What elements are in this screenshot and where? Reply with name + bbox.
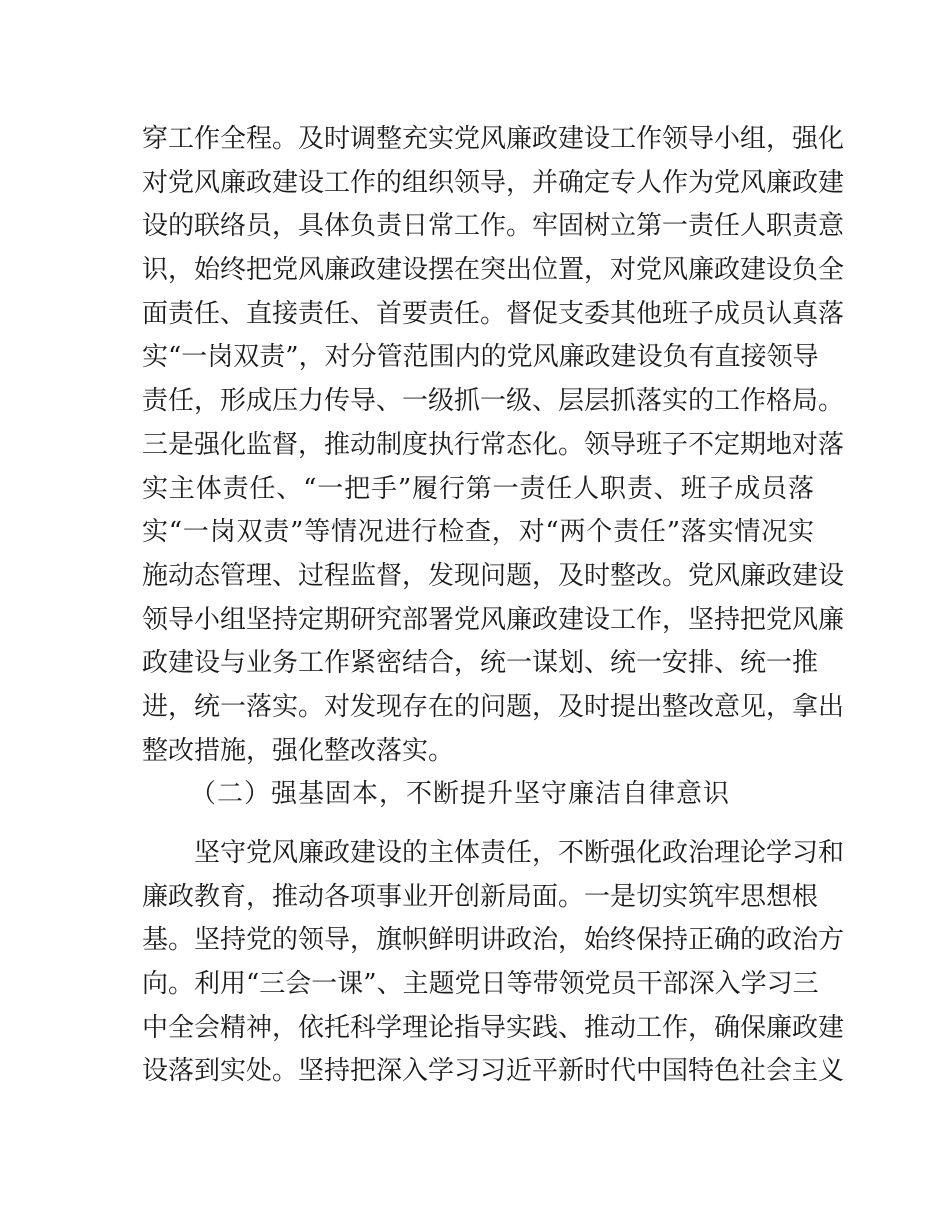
paragraph-line: 进，统一落实。对发现存在的问题，及时提出整改意见，拿出 [142,691,845,722]
paragraph-line: 中全会精神，依托科学理论指导实践、推动工作，确保廉政建 [142,1012,845,1043]
paragraph-line: 三是强化监督，推动制度执行常态化。领导班子不定期地对落 [142,429,845,460]
paragraph-line: 穿工作全程。及时调整充实党风廉政建设工作领导小组，强化 [142,124,845,154]
paragraph-line: 领导小组坚持定期研究部署党风廉政建设工作，坚持把党风廉 [142,604,845,635]
paragraph-line: 对党风廉政建设工作的组织领导，并确定专人作为党风廉政建 [142,167,845,198]
paragraph-line: 实“一岗双责”，对分管范围内的党风廉政建设负有直接领导 [142,342,819,373]
body-paragraph-2 [142,832,845,1094]
paragraph-line: 向。利用“三会一课”、主题党日等带领党员干部深入学习三 [142,969,819,1000]
body-paragraph-1 [142,118,845,773]
paragraph-line: 识，始终把党风廉政建设摆在突出位置，对党风廉政建设负全 [142,255,845,286]
paragraph-line: 实主体责任、“一把手”履行第一责任人职责、班子成员落 [142,473,814,504]
paragraph-line: 责任，形成压力传导、一级抓一级、层层抓落实的工作格局。 [142,386,845,417]
paragraph-line: 面责任、直接责任、首要责任。督促支委其他班子成员认真落 [142,298,845,329]
paragraph-line: 实“一岗双责”等情况进行检查，对“两个责任”落实情况实 [142,517,814,548]
paragraph-line: 坚守党风廉政建设的主体责任，不断强化政治理论学习和 [194,838,845,868]
paragraph-line: 施动态管理、过程监督，发现问题，及时整改。党风廉政建设 [142,560,845,591]
section-heading-text: （二）强基固本，不断提升坚守廉洁自律意识 [190,779,731,809]
section-heading [190,773,810,817]
paragraph-line: 整改措施，强化整改落实。 [142,735,455,766]
paragraph-line: 设的联络员，具体负责日常工作。牢固树立第一责任人职责意 [142,211,845,242]
paragraph-line: 基。坚持党的领导，旗帜鲜明讲政治，始终保持正确的政治方 [142,925,845,956]
paragraph-line: 政建设与业务工作紧密结合，统一谋划、统一安排、统一推 [142,648,819,679]
paragraph-line: 廉政教育，推动各项事业开创新局面。一是切实筑牢思想根 [142,881,819,912]
paragraph-line: 设落到实处。坚持把深入学习习近平新时代中国特色社会主义 [142,1056,845,1087]
